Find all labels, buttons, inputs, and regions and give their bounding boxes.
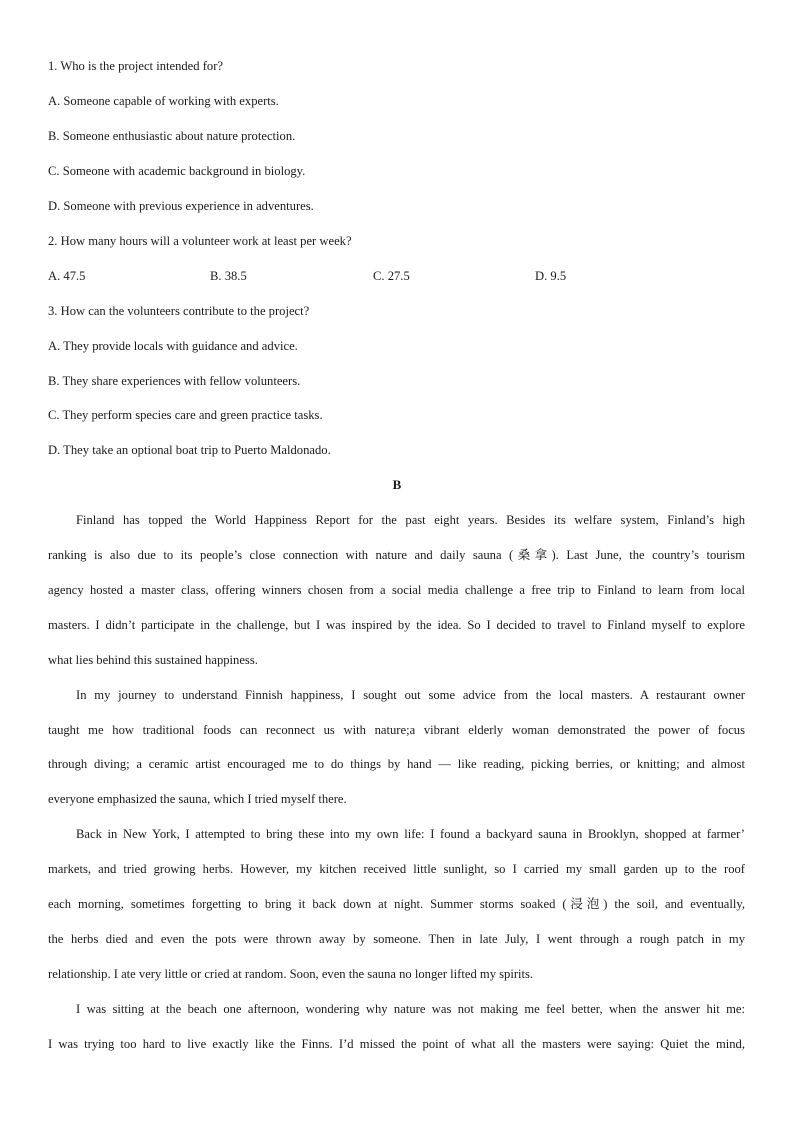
passage-line: taught me how traditional foods can reconnect us with nature;a vibrant elderly woman demonstrated the power of focus bbox=[48, 723, 745, 737]
question-2-option-d: D. 9.5 bbox=[535, 269, 567, 283]
passage-line: Back in New York, I attempted to bring these into my own life: I found a backyard sauna in Brooklyn, shopped at farmer’ bbox=[76, 827, 745, 841]
passage-line: ranking is also due to its people’s close connection with nature and daily sauna (桑拿). Last June, the country’s tourism bbox=[48, 548, 745, 562]
question-1-option-c: C. Someone with academic background in biology. bbox=[48, 164, 306, 178]
passage-line: each morning, sometimes forgetting to bring it back down at night. Summer storms soaked (浸泡) the soil, and eventually, bbox=[48, 897, 745, 911]
passage-line: the herbs died and even the pots were thrown away by someone. Then in late July, I went through a rough patch in my bbox=[48, 932, 745, 946]
question-3-stem: 3. How can the volunteers contribute to the project? bbox=[48, 304, 310, 318]
passage-line: everyone emphasized the sauna, which I tried myself there. bbox=[48, 792, 347, 806]
question-2-stem: 2. How many hours will a volunteer work at least per week? bbox=[48, 234, 352, 248]
passage-line: I was trying too hard to live exactly like the Finns. I’d missed the point of what all the masters were saying: Quiet the mind, bbox=[48, 1037, 745, 1051]
question-1-option-b: B. Someone enthusiastic about nature protection. bbox=[48, 129, 296, 143]
question-3-option-b: B. They share experiences with fellow volunteers. bbox=[48, 374, 301, 388]
question-1-option-d: D. Someone with previous experience in adventures. bbox=[48, 199, 314, 213]
passage-heading: B bbox=[392, 477, 402, 492]
passage-line: Finland has topped the World Happiness Report for the past eight years. Besides its welfare system, Finland’s high bbox=[76, 513, 745, 527]
question-1-stem: 1. Who is the project intended for? bbox=[48, 59, 223, 73]
passage-line: agency hosted a master class, offering winners chosen from a social media challenge a free trip to Finland to learn from local bbox=[48, 583, 745, 597]
question-2-option-a: A. 47.5 bbox=[48, 269, 86, 283]
passage-line: what lies behind this sustained happiness. bbox=[48, 653, 258, 667]
question-1-option-a: A. Someone capable of working with experts. bbox=[48, 94, 279, 108]
question-3-option-c: C. They perform species care and green practice tasks. bbox=[48, 408, 323, 422]
passage-line: markets, and tried growing herbs. However, my kitchen received little sunlight, so I carried my small garden up to the roof bbox=[48, 862, 745, 876]
passage-line: I was sitting at the beach one afternoon, wondering why nature was not making me feel better, when the answer hit me: bbox=[76, 1002, 745, 1016]
question-2-option-b: B. 38.5 bbox=[210, 269, 247, 283]
question-3-option-a: A. They provide locals with guidance and advice. bbox=[48, 339, 298, 353]
passage-line: In my journey to understand Finnish happiness, I sought out some advice from the local masters. A restaurant owner bbox=[76, 688, 745, 702]
passage-line: relationship. I ate very little or cried at random. Soon, even the sauna no longer lifted my spirits. bbox=[48, 967, 534, 981]
passage-line: masters. I didn’t participate in the challenge, but I was inspired by the idea. So I decided to travel to Finland myself to explore bbox=[48, 618, 745, 632]
passage-line: through diving; a ceramic artist encouraged me to do things by hand — like reading, picking berries, or knitting; and almost bbox=[48, 757, 745, 771]
question-3-option-d: D. They take an optional boat trip to Puerto Maldonado. bbox=[48, 443, 331, 457]
question-2-option-c: C. 27.5 bbox=[373, 269, 410, 283]
